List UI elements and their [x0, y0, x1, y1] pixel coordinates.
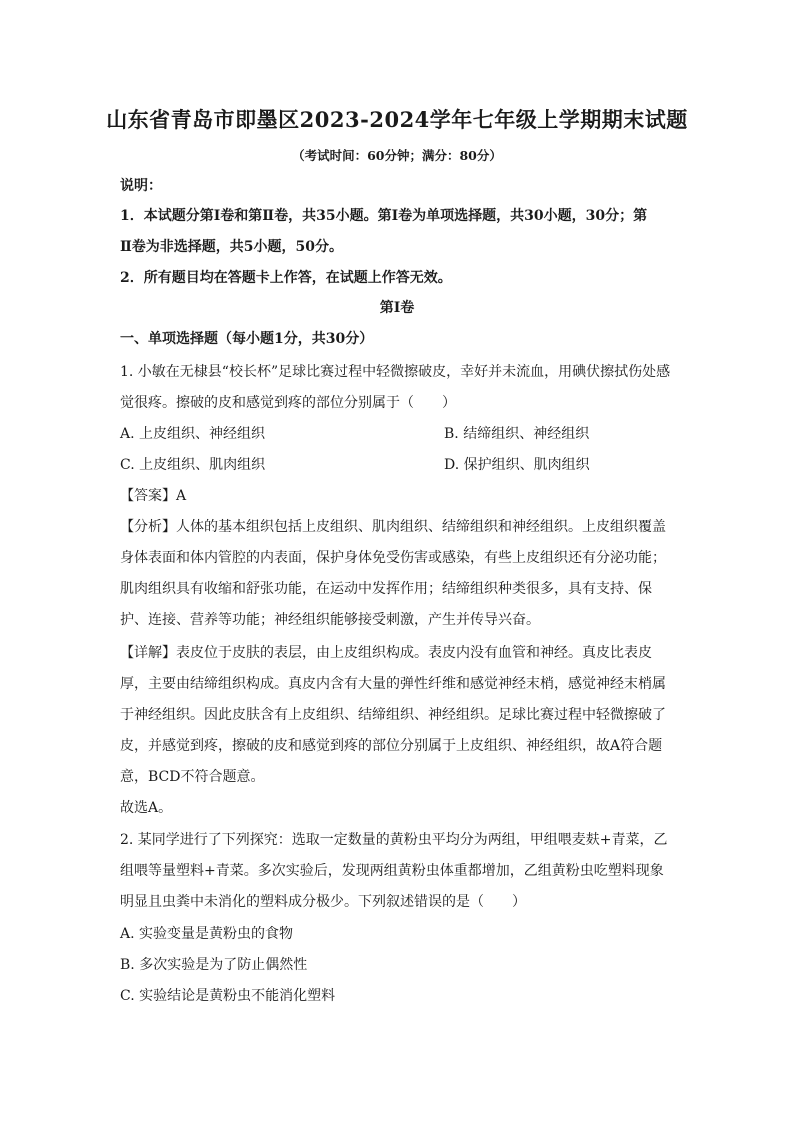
q1-conclusion: 故选A。 [120, 800, 173, 816]
q1-analysis-line: 肌肉组织具有收缩和舒张功能，在运动中发挥作用；结缔组织种类很多，具有支持、保 [120, 581, 652, 597]
exam-subtitle: （考试时间：60分钟；满分：80分） [292, 148, 502, 163]
note-line: 1．本试题分第Ⅰ卷和第Ⅱ卷，共35小题。第Ⅰ卷为单项选择题，共30小题，30分；第 [120, 208, 648, 224]
q2-option-b: B. 多次实验是为了防止偶然性 [120, 957, 308, 973]
q1-detail-line: 皮，并感觉到疼，擦破的皮和感觉到疼的部位分别属于上皮组织、神经组织，故A符合题 [120, 738, 663, 754]
exam-title: 山东省青岛市即墨区2023-2024学年七年级上学期期末试题 [106, 107, 688, 132]
q2-option-c: C. 实验结论是黄粉虫不能消化塑料 [120, 988, 336, 1004]
note-line: 2．所有题目均在答题卡上作答，在试题上作答无效。 [120, 270, 452, 286]
q1-option-d: D. 保护组织、肌肉组织 [444, 457, 590, 473]
q1-stem-line: 1. 小敏在无棣县“校长杯”足球比赛过程中轻微擦破皮，幸好并未流血，用碘伏擦拭伤处感 [120, 364, 671, 380]
q2-stem-line: 组喂等量塑料+青菜。多次实验后，发现两组黄粉虫体重都增加，乙组黄粉虫吃塑料现象 [120, 863, 664, 879]
q1-detail-line: 于神经组织。因此皮肤含有上皮组织、结缔组织、神经组织。足球比赛过程中轻微擦破了 [120, 707, 666, 723]
q1-stem-line: 觉很疼。擦破的皮和感觉到疼的部位分别属于（ ） [120, 395, 456, 411]
q1-analysis-line: 【分析】人体的基本组织包括上皮组织、肌肉组织、结缔组织和神经组织。上皮组织覆盖 [120, 519, 666, 535]
section-label: 第Ⅰ卷 [379, 300, 415, 316]
q2-option-a: A. 实验变量是黄粉虫的食物 [120, 926, 294, 942]
q2-stem-line: 明显且虫粪中未消化的塑料成分极少。下列叙述错误的是（ ） [120, 894, 526, 910]
q1-detail-line: 【详解】表皮位于皮肤的表层，由上皮组织构成。表皮内没有血管和神经。真皮比表皮 [120, 645, 652, 661]
note-line: Ⅱ卷为非选择题，共5小题，50分。 [120, 239, 344, 255]
q1-option-a: A. 上皮组织、神经组织 [120, 426, 266, 442]
q1-option-b: B. 结缔组织、神经组织 [444, 426, 590, 442]
q1-analysis-line: 护、连接、营养等功能；神经组织能够接受刺激，产生并传导兴奋。 [120, 612, 540, 628]
part-heading: 一、单项选择题（每小题1分，共30分） [120, 331, 374, 347]
notes-heading: 说明： [120, 178, 162, 194]
q1-detail-line: 厚，主要由结缔组织构成。真皮内含有大量的弹性纤维和感觉神经末梢，感觉神经末梢属 [120, 676, 666, 692]
q1-option-c: C. 上皮组织、肌肉组织 [120, 457, 266, 473]
q1-answer: 【答案】A [120, 488, 187, 504]
q1-analysis-line: 身体表面和体内管腔的内表面，保护身体免受伤害或感染，有些上皮组织还有分泌功能； [120, 550, 666, 566]
q1-detail-line: 意，BCD不符合题意。 [120, 769, 265, 785]
q2-stem-line: 2. 某同学进行了下列探究：选取一定数量的黄粉虫平均分为两组，甲组喂麦麸+青菜，乙 [120, 832, 668, 848]
